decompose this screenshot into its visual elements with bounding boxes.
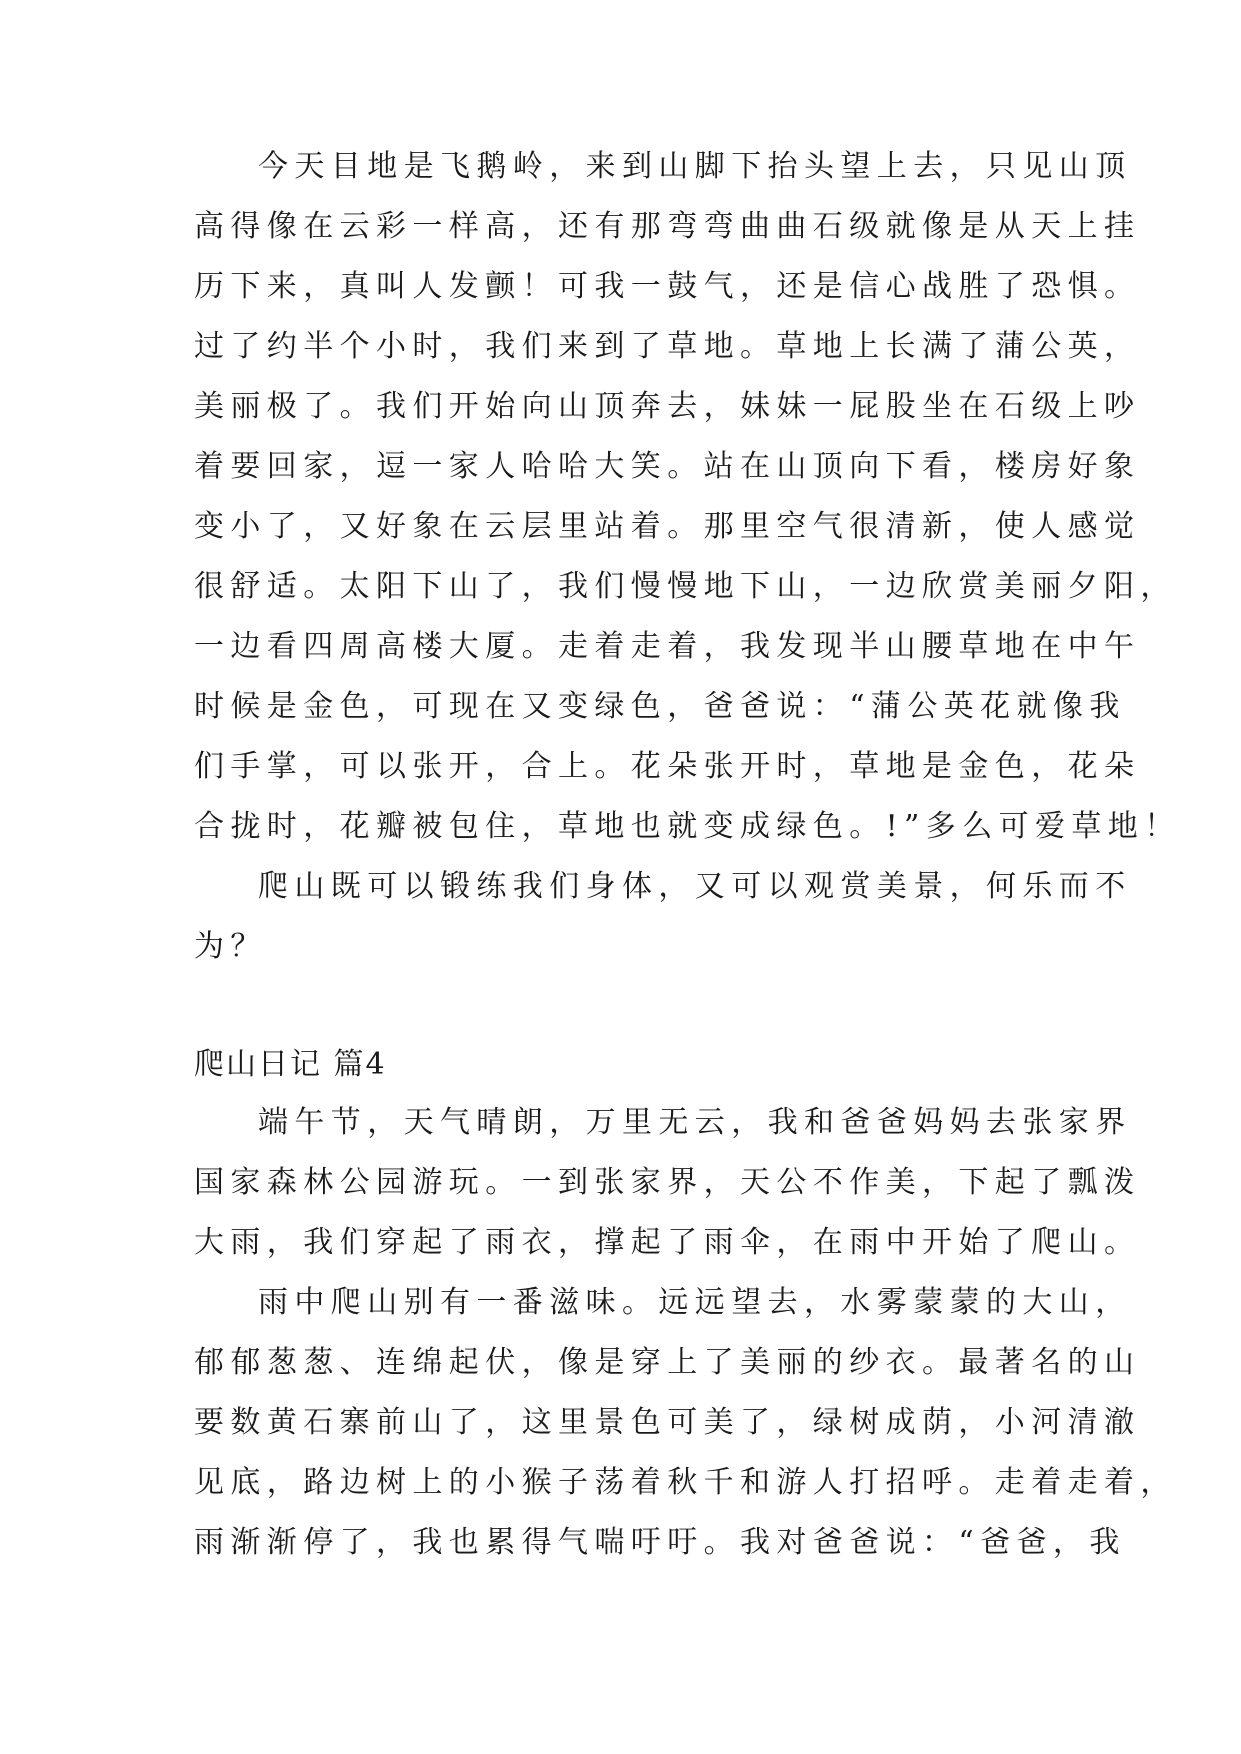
paragraph-1-line-4: 过了约半个小时，我们来到了草地。草地上长满了蒲公英， bbox=[194, 329, 1141, 364]
section-paragraph-2-line-1: 雨中爬山别有一番滋味。远远望去，水雾蒙蒙的大山， bbox=[258, 1285, 1132, 1320]
paragraph-1-line-6: 着要回家，逗一家人哈哈大笑。站在山顶向下看，楼房好象 bbox=[194, 449, 1141, 484]
section-paragraph-1-line-2: 国家森林公园游玩。一到张家界，天公不作美，下起了瓢泼 bbox=[194, 1165, 1141, 1200]
paragraph-1-line-9: 一边看四周高楼大厦。走着走着，我发现半山腰草地在中午 bbox=[194, 629, 1141, 664]
paragraph-1-line-3: 历下来，真叫人发颤！可我一鼓气，还是信心战胜了恐惧。 bbox=[194, 269, 1141, 304]
paragraph-1-line-11: 们手掌，可以张开，合上。花朵张开时，草地是金色，花朵 bbox=[194, 749, 1141, 784]
paragraph-1-line-2: 高得像在云彩一样高，还有那弯弯曲曲石级就像是从天上挂 bbox=[194, 209, 1141, 244]
section-paragraph-2-line-5: 雨渐渐停了，我也累得气喘吁吁。我对爸爸说：“爸爸，我 bbox=[194, 1525, 1126, 1560]
section-title: 爬山日记 篇4 bbox=[194, 1047, 387, 1082]
paragraph-1-line-5: 美丽极了。我们开始向山顶奔去，妹妹一屁股坐在石级上吵 bbox=[194, 389, 1141, 424]
paragraph-2-line-1: 爬山既可以锻练我们身体，又可以观赏美景，何乐而不 bbox=[258, 869, 1132, 904]
paragraph-1-line-7: 变小了，又好象在云层里站着。那里空气很清新，使人感觉 bbox=[194, 509, 1141, 544]
paragraph-1-line-12: 合拢时，花瓣被包住，草地也就变成绿色。!”多么可爱草地！ bbox=[194, 809, 1181, 844]
paragraph-1-line-1: 今天目地是飞鹅岭，来到山脚下抬头望上去，只见山顶 bbox=[258, 149, 1132, 184]
section-paragraph-2-line-4: 见底，路边树上的小猴子荡着秋千和游人打招呼。走着走着， bbox=[194, 1465, 1177, 1500]
paragraph-1-line-10: 时候是金色，可现在又变绿色，爸爸说：“蒲公英花就像我 bbox=[194, 689, 1126, 724]
section-paragraph-2-line-2: 郁郁葱葱、连绵起伏，像是穿上了美丽的纱衣。最著名的山 bbox=[194, 1345, 1141, 1380]
paragraph-1-line-8: 很舒适。太阳下山了，我们慢慢地下山，一边欣赏美丽夕阳， bbox=[194, 569, 1177, 604]
section-paragraph-1-line-3: 大雨，我们穿起了雨衣，撑起了雨伞，在雨中开始了爬山。 bbox=[194, 1225, 1141, 1260]
section-paragraph-2-line-3: 要数黄石寨前山了，这里景色可美了，绿树成荫，小河清澈 bbox=[194, 1405, 1141, 1440]
paragraph-2-line-2: 为？ bbox=[194, 929, 267, 964]
section-paragraph-1-line-1: 端午节，天气晴朗，万里无云，我和爸爸妈妈去张家界 bbox=[258, 1105, 1132, 1140]
